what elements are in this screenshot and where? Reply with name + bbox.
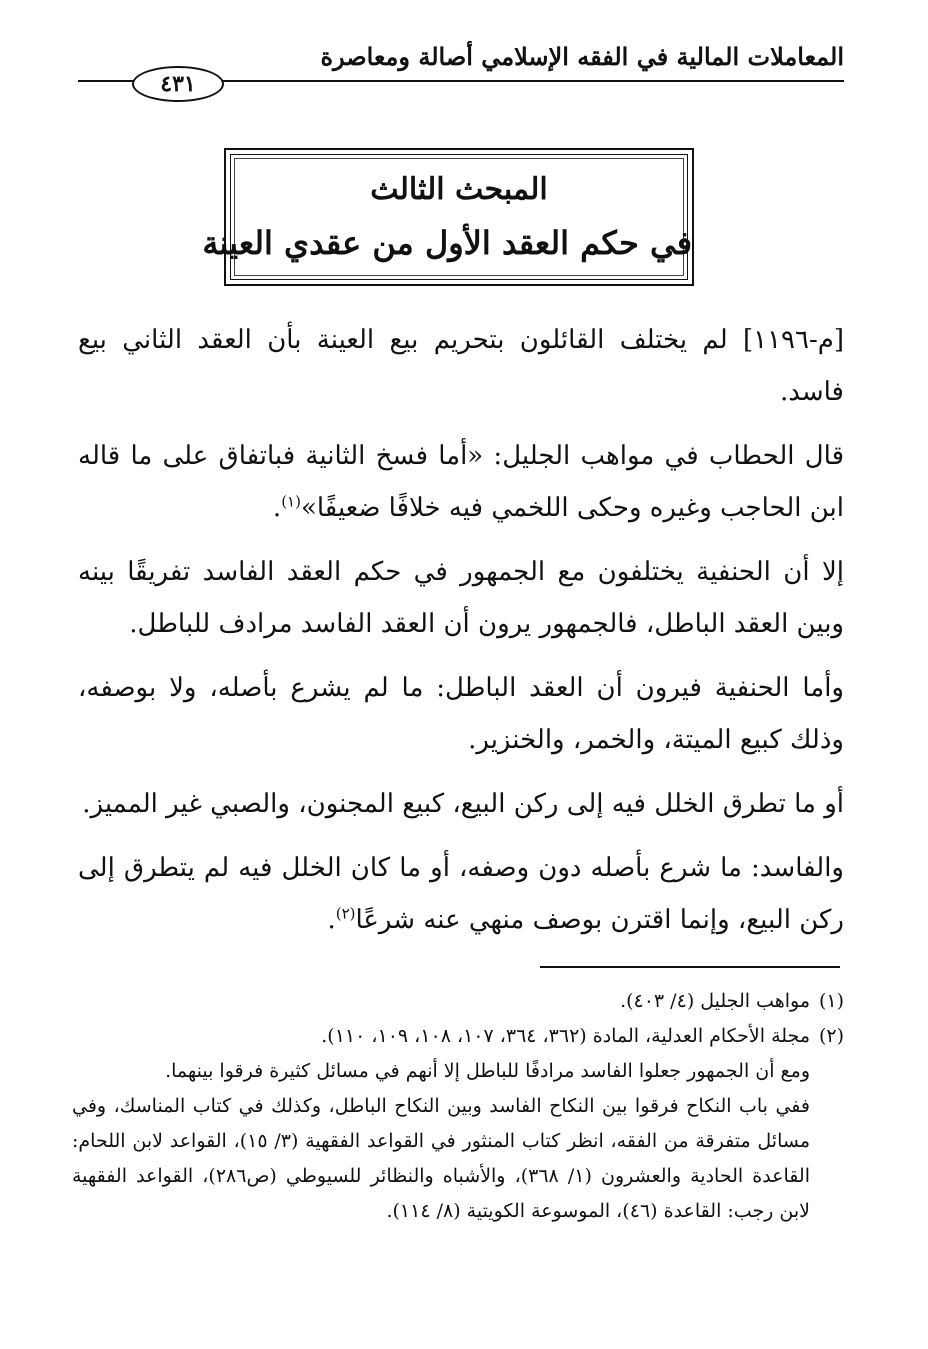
footnote-2 bbox=[72, 1019, 844, 1054]
footnote-continuation: ففي باب النكاح فرقوا بين النكاح الفاسد وبين النكاح الباطل، وكذلك في كتاب المناسك، وفي مسائل متفرقة من الفقه، انظر كتاب المنثور في القواعد الفقهية (٣/ ١٥)، القواعد لابن اللحام: القاعدة الحادية والعشرون (١/ ٣٦٨)، والأشباه والنظائر للسيوطي (ص٢٨٦)، القواعد الفقهية لابن رجب: القاعدة (٤٦)، الموسوعة الكويتية (٨/ ١١٤). bbox=[72, 1095, 811, 1222]
footnote-text: مواهب الجليل (٤/ ٤٠٣). bbox=[620, 990, 810, 1012]
footnote-ref: (١) bbox=[281, 492, 301, 511]
section-title: المبحث الثالث bbox=[370, 172, 548, 207]
paragraph-text: قال الحطاب في مواهب الجليل: «أما فسخ الثانية فباتفاق على ما قاله ابن الحاجب وغيره وحكى اللخمي فيه خلافًا ضعيفًا» bbox=[78, 441, 844, 523]
footnote-number: (١) bbox=[818, 990, 844, 1012]
paragraph-end: . bbox=[272, 493, 282, 523]
footnote-ref: (٢) bbox=[335, 904, 356, 923]
footnote-1 bbox=[72, 984, 844, 1019]
paragraph bbox=[78, 430, 844, 534]
section-subtitle: في حكم العقد الأول من عقدي العينة bbox=[202, 224, 692, 262]
footnote-number: (٢) bbox=[818, 1025, 844, 1047]
running-header-title: المعاملات المالية في الفقه الإسلامي أصالة ومعاصرة bbox=[320, 42, 844, 71]
paragraph: وأما الحنفية فيرون أن العقد الباطل: ما لم يشرع بأصله، ولا بوصفه، وذلك كبيع الميتة، والخمر، والخنزير. bbox=[78, 673, 844, 755]
paragraph-text: والفاسد: ما شرع بأصله دون وصفه، أو ما كان الخلل فيه لم يتطرق إلى ركن البيع، وإنما اقترن بوصف منهي عنه شرعًا bbox=[78, 853, 844, 935]
paragraph bbox=[78, 842, 844, 946]
section-title-frame bbox=[202, 148, 694, 286]
paragraph-end: . bbox=[327, 905, 336, 935]
footnotes bbox=[72, 984, 844, 1229]
paragraph: إلا أن الحنفية يختلفون مع الجمهور في حكم العقد الفاسد تفريقًا بينه وبين العقد الباطل، فالجمهور يرون أن العقد الفاسد مرادف للباطل. bbox=[78, 557, 844, 639]
paragraph: أو ما تطرق الخلل فيه إلى ركن البيع، كبيع المجنون، والصبي غير المميز. bbox=[82, 789, 844, 819]
paragraph: [م-١١٩٦] لم يختلف القائلون بتحريم بيع العينة بأن العقد الثاني بيع فاسد. bbox=[78, 325, 844, 407]
body-text bbox=[78, 314, 844, 958]
footnote-continuation: ومع أن الجمهور جعلوا الفاسد مرادفًا للباطل إلا أنهم في مسائل كثيرة فرقوا بينهما. bbox=[165, 1060, 810, 1082]
footnote-rule bbox=[540, 966, 840, 968]
footnote-text: مجلة الأحكام العدلية، المادة (٣٦٢، ٣٦٤، ١٠٧، ١٠٨، ١٠٩، ١١٠). bbox=[321, 1025, 810, 1047]
page-number: ٤٣١ bbox=[132, 66, 224, 102]
